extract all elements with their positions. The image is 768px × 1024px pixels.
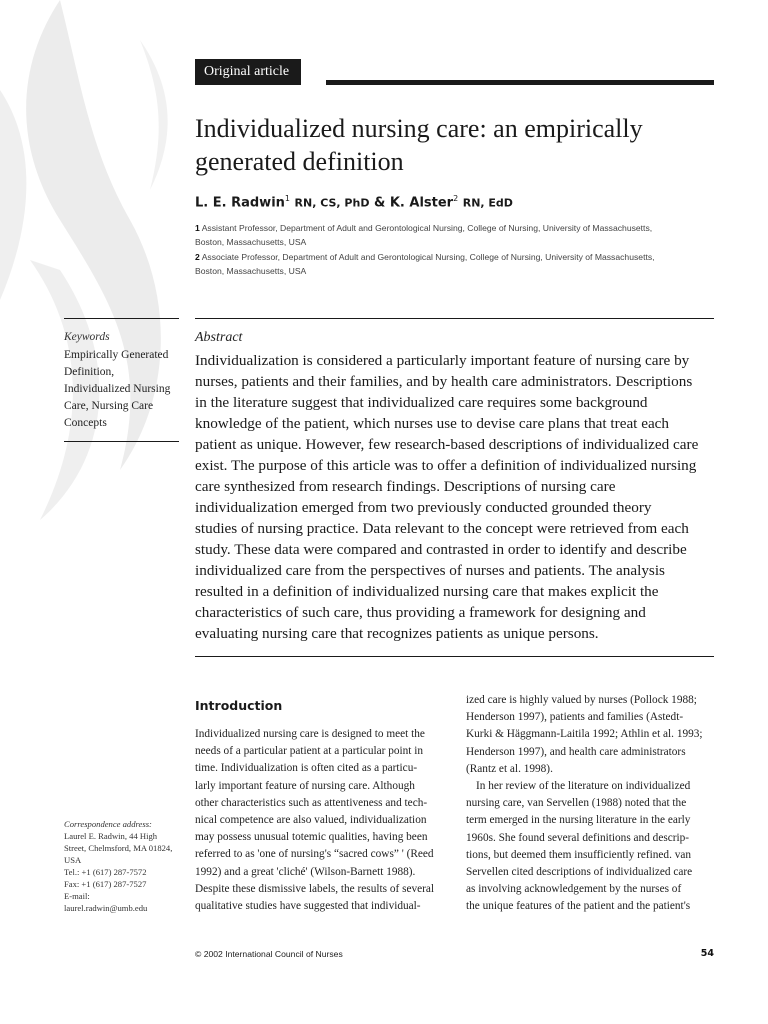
title-line: generated definition <box>195 147 404 176</box>
body-line: may possess unusual totemic qualities, having been <box>195 831 428 844</box>
abstract-line: care synthesized from research findings. Descriptions of nursing care <box>195 478 616 495</box>
affiliation-text: Boston, Massachusetts, USA <box>195 237 307 247</box>
body-line: qualitative studies have suggested that individual- <box>195 900 421 913</box>
keywords-bottom-rule <box>64 441 179 442</box>
affiliation-number: 1 <box>195 223 200 233</box>
correspondence-line: E-mail: <box>64 891 90 901</box>
body-line: nical competence are also valued, individualization <box>195 814 427 827</box>
abstract-line: patient as unique. However, few research-based descriptions of individualized care <box>195 436 699 453</box>
body-line: In her review of the literature on individualized <box>476 780 691 793</box>
body-line: Despite these dismissive labels, the results of several <box>195 882 435 895</box>
body-line: Servellen cited descriptions of individualized care <box>466 866 693 879</box>
body-line: term emerged in the nursing literature in the early <box>466 814 691 827</box>
body-line: needs of a particular patient at a particular point in <box>195 745 424 758</box>
abstract-heading: Abstract <box>195 330 243 345</box>
keyword-line: Definition, <box>64 366 115 378</box>
correspondence-heading: Correspondence address: <box>64 819 152 829</box>
body-line: ized care is highly valued by nurses (Pollock 1988; <box>466 694 697 706</box>
abstract-line: resulted in a definition of individualized nursing care that makes explicit the <box>195 583 659 600</box>
correspondence-line: USA <box>64 855 82 865</box>
body-line: tions, but deemed them insufficiently refined. van <box>466 848 692 861</box>
author-affil-marker: 2 <box>453 194 459 203</box>
correspondence-line: Laurel E. Radwin, 44 High <box>64 831 158 841</box>
abstract-line: Individualization is considered a particularly important feature of nursing care by <box>195 352 690 369</box>
body-line: time. Individualization is often cited as a particu- <box>195 762 418 775</box>
abstract-line: evaluating nursing care that recognizes patients as unique persons. <box>195 625 599 642</box>
abstract-line: studies of nursing practice. Data relevant to the concept were retrieved from each <box>195 520 689 537</box>
affiliation-text: Associate Professor, Department of Adult and Gerontological Nursing, College of Nursing, University of Massachusetts, <box>201 252 655 262</box>
correspondence-line: Fax: +1 (617) 287-7527 <box>64 879 147 889</box>
affiliation-text: Assistant Professor, Department of Adult and Gerontological Nursing, College of Nursing, University of Massachusetts, <box>201 223 653 233</box>
authors-line <box>195 194 715 210</box>
body-line: referred to as 'one of nursing's “sacred cows” ' (Reed <box>195 848 434 861</box>
keyword-line: Concepts <box>64 417 107 429</box>
body-line: Henderson 1997), and health care administrators <box>466 745 686 758</box>
keywords-heading: Keywords <box>64 331 110 343</box>
correspondence-line: Tel.: +1 (617) 287-7572 <box>64 867 147 877</box>
abstract-line: knowledge of the patient, which nurses use to devise care plans that treat each <box>195 415 670 432</box>
body-line: other characteristics such as attentiveness and tech- <box>195 796 428 809</box>
body-line: 1992) and a great 'cliché' (Wilson-Barnett 1988). <box>195 865 416 878</box>
abstract-line: study. These data were compared and contrasted in order to identify and describe <box>195 541 687 558</box>
flame-watermark-icon <box>0 0 180 520</box>
body-line: 1960s. She found several definitions and descrip- <box>466 831 690 844</box>
body-column-right <box>466 692 716 916</box>
abstract-line: exist. The purpose of this article was to offer a definition of individualized nursing <box>195 457 697 474</box>
body-line: nursing care, van Servellen (1988) noted that the <box>466 797 687 810</box>
body-line: as involving acknowledgement by the nurses of <box>466 883 682 896</box>
abstract-line: characteristics of such care, thus providing a framework for designing and <box>195 604 646 621</box>
keywords-top-rule <box>64 318 179 319</box>
author-name: K. Alster <box>389 195 454 211</box>
keyword-line: Empirically Generated <box>64 349 169 361</box>
author-name: L. E. Radwin <box>195 195 285 211</box>
affiliation-text: Boston, Massachusetts, USA <box>195 266 307 276</box>
abstract-line: individualized care from the perspectives of nurses and patients. The analysis <box>195 562 665 579</box>
correspondence-email[interactable]: laurel.radwin@umb.edu <box>64 903 148 913</box>
article-title <box>195 112 715 178</box>
author-affil-marker: 1 <box>284 194 290 203</box>
keywords-list <box>64 347 184 432</box>
body-line: Kurki & Häggmann-Laitila 1992; Athlin et al. 1993; <box>466 728 703 741</box>
body-column-left <box>195 726 445 915</box>
affiliation-1 <box>195 221 715 249</box>
abstract-line: nurses, patients and their families, and by health care administrators. Descriptions <box>195 373 693 390</box>
body-line: larly important feature of nursing care. Although <box>195 779 415 792</box>
footer-copyright: © 2002 International Council of Nurses <box>195 949 343 959</box>
keyword-line: Care, Nursing Care <box>64 400 154 412</box>
header-rule <box>326 80 714 85</box>
abstract-line: individualization emerged from two previously conducted grounded theory <box>195 499 652 516</box>
introduction-heading: Introduction <box>195 698 283 713</box>
author-credentials: RN, CS, PhD <box>294 196 370 210</box>
author-connector: & <box>373 195 386 211</box>
page-number: 54 <box>700 948 714 959</box>
abstract-line: in the literature suggest that individualized care requires some background <box>195 394 648 411</box>
affiliation-2 <box>195 250 715 278</box>
body-line: Henderson 1997), patients and families (Astedt- <box>466 711 684 724</box>
body-line: Individualized nursing care is designed to meet the <box>195 728 425 740</box>
keyword-line: Individualized Nursing <box>64 383 171 395</box>
correspondence-line: Street, Chelmsford, MA 01824, <box>64 843 173 853</box>
title-line: Individualized nursing care: an empirically <box>195 114 643 143</box>
body-line: the unique features of the patient and the patient's <box>466 900 691 913</box>
affiliation-number: 2 <box>195 252 200 262</box>
abstract-top-rule <box>195 318 714 319</box>
correspondence-block <box>64 818 189 914</box>
article-type-tag: Original article <box>195 59 301 85</box>
body-line: (Rantz et al. 1998). <box>466 762 553 775</box>
abstract-bottom-rule <box>195 656 714 657</box>
author-credentials: RN, EdD <box>462 196 513 210</box>
abstract-body <box>195 350 725 644</box>
